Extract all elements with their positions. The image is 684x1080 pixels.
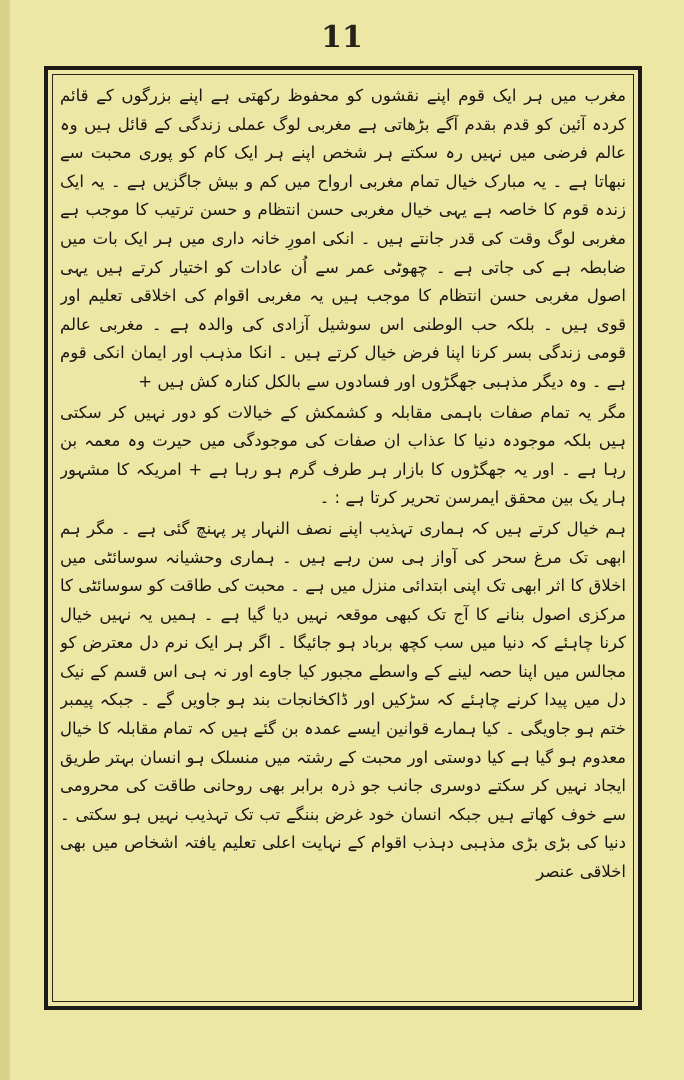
page-number: 11 — [321, 20, 363, 55]
paragraph-3: ہم خیال کرتے ہیں کہ ہماری تہذیب اپنے نصف النہار پر پہنچ گئی ہے ۔ مگر ہم ابھی تک مرغ سحر کی آواز ہی سن رہے ہیں ۔ ہماری وحشیانہ سوسائٹی میں اخلاق کا اثر ابھی تک اپنی ابتدائی منزل میں ہے ۔ محبت کی طاقت کو سوسائٹی کا مرکزی اصول بنانے کا آج تک کبھی موقعہ نہیں دیا گیا ہے ۔ ہمیں یہ نہیں خیال کرنا چاہئے کہ دنیا میں سب کچھ برباد ہو جائیگا ۔ اگر ہر ایک نرم دل معترض کو مجالس میں اپنا حصہ لینے کے واسطے مجبور کیا جاوے اور نہ ہی اس قسم کے نیک دل میں پیدا کرنے چاہئے کہ سڑکیں اور ڈاکخانجات بند ہو جاویں گے ۔ جبکہ پیمبر ختم ہو جاویگی ۔ کیا ہمارے قوانین ایسے عمدہ بن گئے ہیں کہ تمام مقابلہ کا خیال معدوم ہو گیا ہے کیا دوستی اور محبت کے رشتہ میں منسلک ہو انسان بہتر طریق ایجاد نہیں کر سکتے دوسری جانب جو ذرہ برابر بھی روحانی طاقت کی محرومی سے خوف کھاتے ہیں جبکہ انسان خود غرض بننگے تب تک تہذیب نہیں ہو سکتی ۔ دنیا کی بڑی بڑی مذہبی دہذب اقوام کے نہایت اعلی تعلیم یافتہ اشخاص میں بھی اخلاقی عنصر — [60, 518, 626, 882]
urdu-text-body — [60, 82, 626, 994]
page-edge-shadow — [0, 0, 10, 1080]
paragraph-1: مغرب میں ہر ایک قوم اپنے نقشوں کو محفوظ رکھتی ہے اپنے بزرگوں کے قائم کردہ آئین کو قدم بقدم آگے بڑھاتی ہے مغربی لوگ عملی زندگی کے قائل ہیں وہ عالم فرضی میں نہیں رہ سکتے ہر شخص اپنے ہر ایک کام کو پوری محبت سے نبھاتا ہے ۔ یہ مبارک خیال تمام مغربی ارواح میں کم و بیش جاگزیں ہے ۔ یہ ایک زندہ قوم کا خاصہ ہے یہی خیال مغربی حسن انتظام و حسن ترتیب کا موجب ہے مغربی لوگ وقت کی قدر جانتے ہیں ۔ انکی امورِ خانہ داری میں ہر ایک بات میں ضابطہ ہے کی جاتی ہے ۔ چھوٹی عمر سے اُن عادات کو اختیار کرتے ہیں یہی اصول مغربی حسن انتظام کا موجب ہیں یہ مغربی اقوام کی اخلاقی تعلیم اور قوی ہیں ۔ بلکہ حب الوطنی اس سوشیل آزادی کی والدہ ہے ۔ مغربی عالم قومی زندگی بسر کرنا اپنا فرض خیال کرتے ہیں ۔ انکا مذہب اور ایمان انکی قوم ہے ۔ وہ دیگر مذہبی جھگڑوں اور فسادوں سے بالکل کنارہ کش ہیں + — [60, 86, 626, 391]
paragraph-2: مگر یہ تمام صفات باہمی مقابلہ و کشمکش کے خیالات کو دور نہیں کر سکتی ہیں بلکہ موجودہ دنیا کا عذاب ان صفات کی موجودگی میں حیرت وہ معمہ بن رہا ہے ۔ اور یہ جھگڑوں کا بازار ہر طرف گرم ہو رہا ہے + امریکہ کا مشہور ہار یک بین محقق ایمرسن تحریر کرتا ہے : ۔ — [60, 402, 626, 508]
